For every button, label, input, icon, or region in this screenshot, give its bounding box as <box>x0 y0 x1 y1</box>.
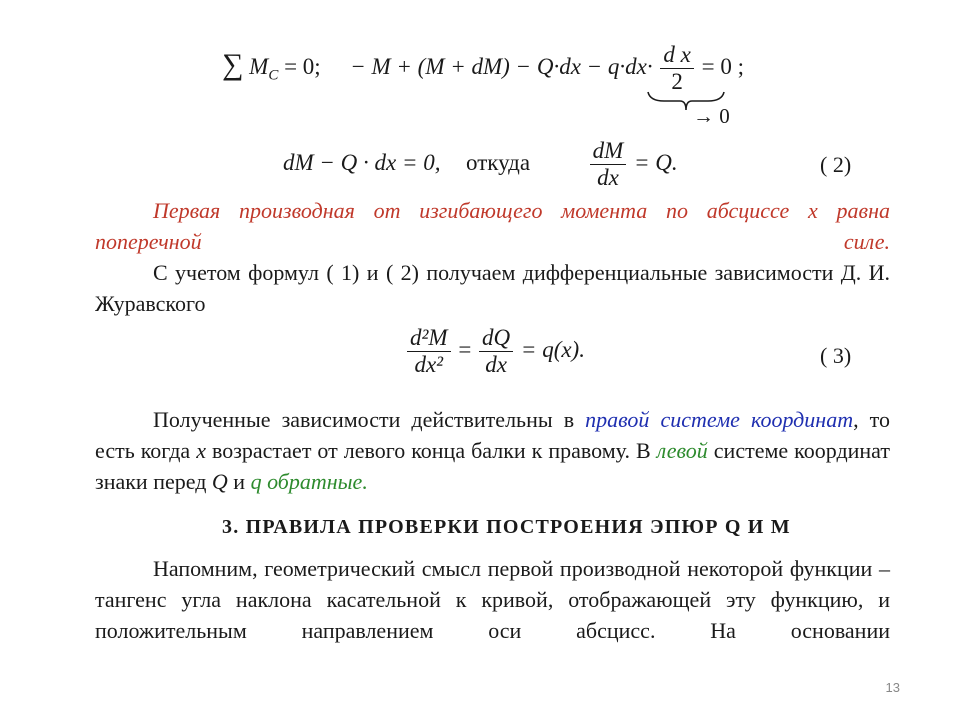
paragraph-geometric-meaning <box>95 553 890 646</box>
page-number: 13 <box>885 680 900 695</box>
equation-moment-sum <box>222 42 744 95</box>
equation-body: − M + (M + dM) − Q·dx − q·dx· <box>350 53 653 79</box>
fraction-denominator: dx <box>597 165 619 190</box>
eq-zero: = 0; <box>284 53 321 79</box>
sum-symbol: ∑ <box>222 47 244 81</box>
para2-and: и <box>366 260 379 285</box>
equation-zhuravsky <box>405 325 585 378</box>
statement-text: Первая производная от изгибающего момента по абсциссе x равна поперечной силе. <box>95 198 890 254</box>
equation-lhs: dM − Q · dx = 0, <box>283 149 441 175</box>
variable-x: x <box>196 438 206 463</box>
variable-Q: Q <box>211 469 228 494</box>
para2-text-end: получаем дифференциальные зависимости Д. И. Журавского <box>95 260 891 316</box>
equation-dm-dx <box>283 138 678 191</box>
moment-symbol: M <box>249 53 269 79</box>
equation-rhs: = q(x). <box>520 336 585 362</box>
fraction-numerator: dM <box>590 138 627 165</box>
paragraph-zhuravsky <box>95 257 890 319</box>
fraction-denominator: dx² <box>414 352 444 377</box>
fraction-dq-dx <box>479 325 513 378</box>
section-heading: 3. ПРАВИЛА ПРОВЕРКИ ПОСТРОЕНИЯ ЭПЮР Q И M <box>222 516 791 538</box>
moment-subscript: C <box>268 67 279 84</box>
right-system-term: правой системе координат <box>585 407 854 432</box>
left-system-term: левой <box>656 438 708 463</box>
formula-ref-1: ( 1) <box>326 260 360 285</box>
equation-tail: = 0 ; <box>701 53 744 79</box>
equals-sign: = <box>458 336 472 362</box>
fraction-denominator: dx <box>485 352 507 377</box>
equation-number-3: ( 3) <box>820 343 852 368</box>
fraction-numerator: d²M <box>407 325 451 352</box>
fraction-d2m-dx2 <box>407 325 451 378</box>
paragraph-coordinate-systems <box>95 404 890 497</box>
fraction-dm-over-dx <box>590 138 627 191</box>
fraction-denominator: 2 <box>671 69 683 94</box>
formula-ref-2: ( 2) <box>385 260 419 285</box>
word-otkuda: откуда <box>466 149 531 175</box>
para2-text-start: С учетом формул <box>153 260 319 285</box>
fraction-numerator: d x <box>660 42 693 69</box>
para3-and: и <box>233 469 246 494</box>
equation-rhs: = Q. <box>634 149 678 175</box>
equation-number-2: ( 2) <box>820 152 852 177</box>
para3-text-4: системе координат знаки перед <box>95 438 890 494</box>
para4-text: Напомним, геометрический смысл первой производной некоторой функции – тангенс угла наклона касательной к кривой, отображающей эту функцию, и положительным направлением оси абсцисс. На основании <box>95 556 890 643</box>
limit-arrow: → 0 <box>693 104 730 128</box>
para3-text-3: возрастает от левого конца балки к правому. В <box>211 438 651 463</box>
statement-first-derivative <box>95 195 890 257</box>
variable-q: q <box>250 469 262 494</box>
fraction-numerator: dQ <box>479 325 513 352</box>
fraction-dx-over-2 <box>660 42 693 95</box>
para3-text-2: , то есть когда <box>95 407 891 463</box>
opposite-term: обратные. <box>267 469 368 494</box>
para3-text-1: Полученные зависимости действительны в <box>153 407 575 432</box>
